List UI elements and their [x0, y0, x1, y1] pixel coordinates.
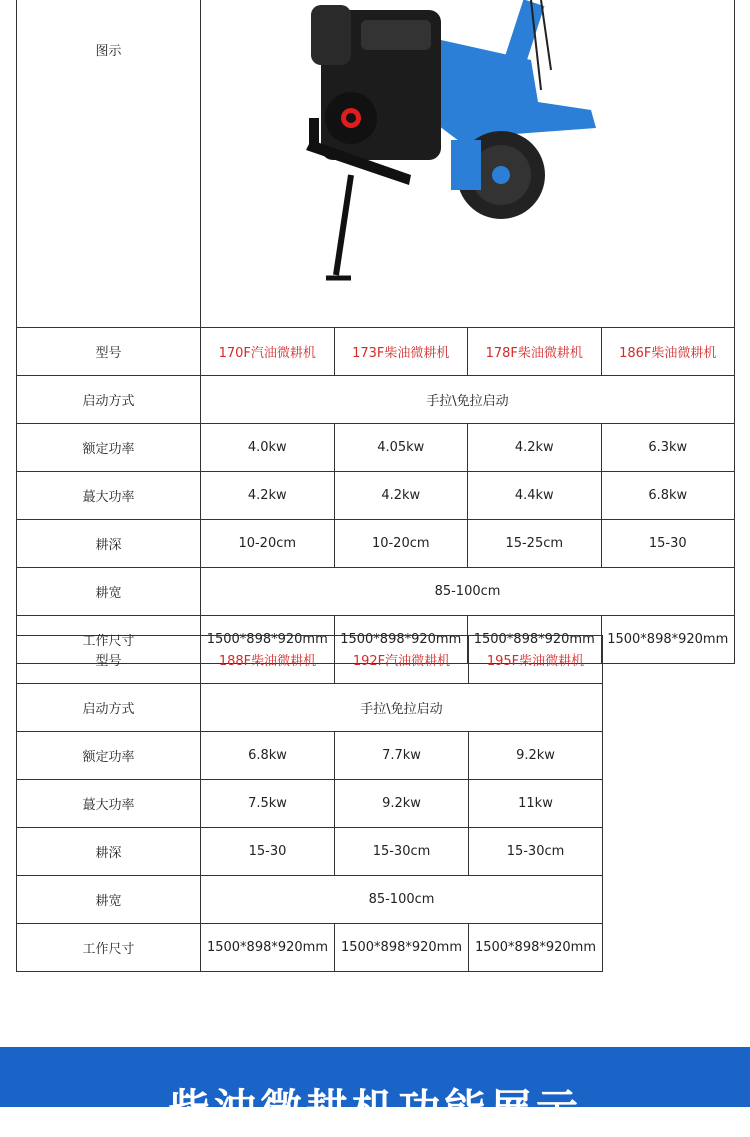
- model-label: 型号: [17, 636, 201, 684]
- work-size-label: 工作尺寸: [17, 616, 201, 664]
- table-row: [17, 636, 603, 684]
- table-row: [17, 568, 735, 616]
- work-size-cell: 1500*898*920mm: [601, 616, 735, 664]
- tilling-depth-cell: 10-20cm: [201, 520, 335, 568]
- table-row: [17, 780, 603, 828]
- model-cell: 195F柴油微耕机: [469, 636, 603, 684]
- start-method-label: 启动方式: [17, 376, 201, 424]
- table-row: [17, 684, 603, 732]
- feature-banner: [0, 1047, 750, 1134]
- tilling-depth-cell: 10-20cm: [334, 520, 468, 568]
- tilling-depth-cell: 15-30: [601, 520, 735, 568]
- image-label: 图示: [17, 0, 201, 328]
- max-power-label: 蕞大功率: [17, 472, 201, 520]
- table-row: [17, 924, 603, 972]
- tilling-width-value: 85-100cm: [201, 876, 603, 924]
- start-method-label: 启动方式: [17, 684, 201, 732]
- work-size-cell: 1500*898*920mm: [334, 616, 468, 664]
- work-size-cell: 1500*898*920mm: [468, 616, 602, 664]
- table-row: [17, 376, 735, 424]
- model-cell: 192F汽油微耕机: [335, 636, 469, 684]
- model-cell: 186F柴油微耕机: [601, 328, 735, 376]
- banner-title: 柴油微耕机功能展示: [167, 1085, 582, 1134]
- rated-power-cell: 4.05kw: [334, 424, 468, 472]
- max-power-cell: 7.5kw: [201, 780, 335, 828]
- tilling-width-label: 耕宽: [17, 876, 201, 924]
- max-power-cell: 4.2kw: [334, 472, 468, 520]
- tilling-depth-cell: 15-30: [201, 828, 335, 876]
- rated-power-cell: 4.2kw: [468, 424, 602, 472]
- start-method-value: 手拉\免拉启动: [201, 376, 735, 424]
- table-row: [17, 828, 603, 876]
- table-row: [17, 520, 735, 568]
- model-cell: 188F柴油微耕机: [201, 636, 335, 684]
- rated-power-cell: 6.8kw: [201, 732, 335, 780]
- tiller-product-image: [291, 0, 611, 287]
- tilling-depth-label: 耕深: [17, 520, 201, 568]
- tilling-depth-label: 耕深: [17, 828, 201, 876]
- spec-table-1: [16, 0, 735, 664]
- tilling-depth-cell: 15-30cm: [469, 828, 603, 876]
- table-row: [17, 328, 735, 376]
- work-size-cell: 1500*898*920mm: [469, 924, 603, 972]
- max-power-cell: 4.4kw: [468, 472, 602, 520]
- max-power-cell: 4.2kw: [201, 472, 335, 520]
- work-size-cell: 1500*898*920mm: [201, 616, 335, 664]
- work-size-cell: 1500*898*920mm: [201, 924, 335, 972]
- table-row: [17, 876, 603, 924]
- model-cell: 170F汽油微耕机: [201, 328, 335, 376]
- model-cell: 173F柴油微耕机: [334, 328, 468, 376]
- rated-power-cell: 4.0kw: [201, 424, 335, 472]
- tilling-depth-cell: 15-30cm: [335, 828, 469, 876]
- max-power-cell: 11kw: [469, 780, 603, 828]
- tilling-width-label: 耕宽: [17, 568, 201, 616]
- rated-power-cell: 6.3kw: [601, 424, 735, 472]
- tilling-width-value: 85-100cm: [201, 568, 735, 616]
- tilling-depth-cell: 15-25cm: [468, 520, 602, 568]
- max-power-cell: 6.8kw: [601, 472, 735, 520]
- table-row: [17, 732, 603, 780]
- spec-table-2: [16, 635, 603, 972]
- work-size-cell: 1500*898*920mm: [335, 924, 469, 972]
- max-power-cell: 9.2kw: [335, 780, 469, 828]
- table-row: [17, 472, 735, 520]
- max-power-label: 蕞大功率: [17, 780, 201, 828]
- product-image-cell: [201, 0, 735, 328]
- table-row: [17, 424, 735, 472]
- rated-power-label: 额定功率: [17, 424, 201, 472]
- start-method-value: 手拉\免拉启动: [201, 684, 603, 732]
- model-label: 型号: [17, 328, 201, 376]
- model-cell: 178F柴油微耕机: [468, 328, 602, 376]
- work-size-label: 工作尺寸: [17, 924, 201, 972]
- rated-power-label: 额定功率: [17, 732, 201, 780]
- rated-power-cell: 9.2kw: [469, 732, 603, 780]
- rated-power-cell: 7.7kw: [335, 732, 469, 780]
